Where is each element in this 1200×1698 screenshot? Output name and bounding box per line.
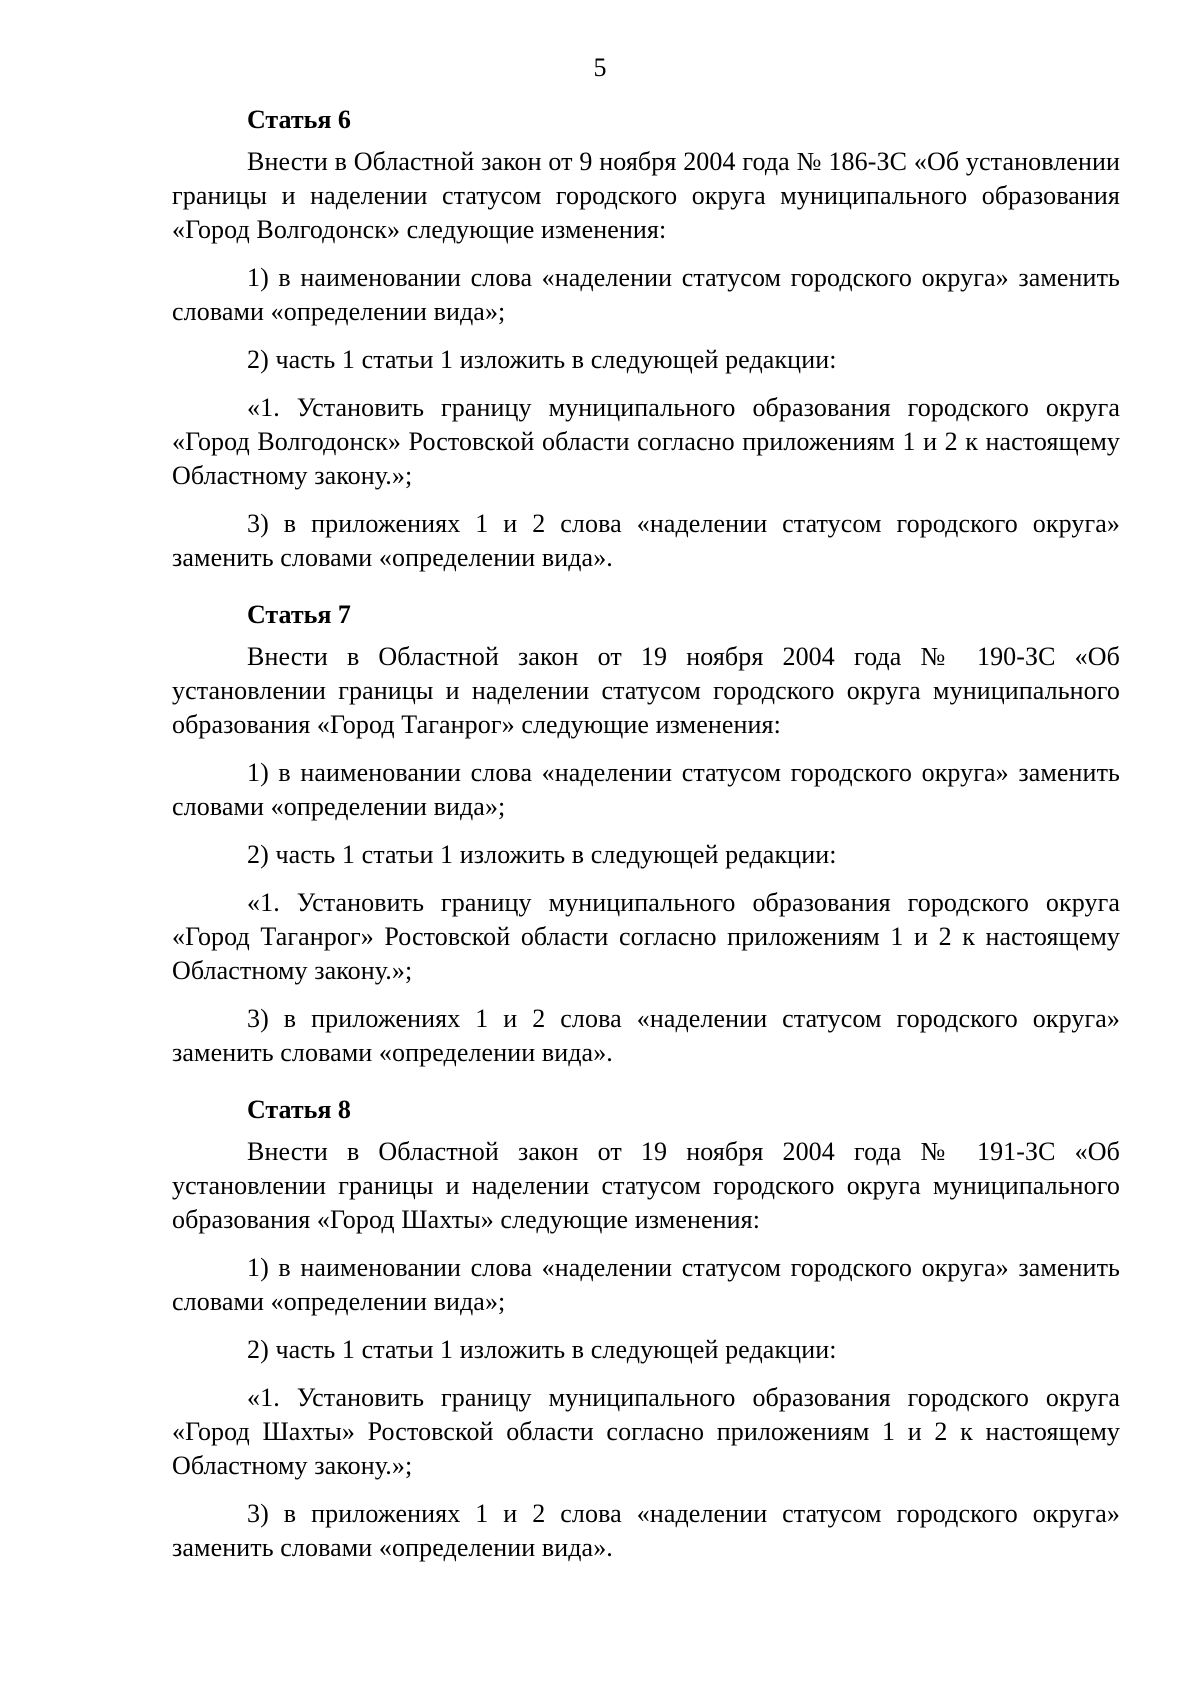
- document-body: [172, 104, 1120, 1565]
- article-intro-paragraph: Внести в Областной закон от 19 ноября 2004 года № 191-ЗС «Об установлении границы и наделении статусом городского округа муниципального образования «Город Шахты» следующие изменения:: [172, 1137, 1120, 1234]
- amendment-item-1: 1) в наименовании слова «наделении статусом городского округа» заменить словами «определении вида»;: [172, 263, 1120, 326]
- amendment-item-3: 3) в приложениях 1 и 2 слова «наделении статусом городского округа» заменить словами «определении вида».: [172, 1499, 1120, 1562]
- article-intro-paragraph: Внести в Областной закон от 19 ноября 2004 года № 190-ЗС «Об установлении границы и наделении статусом городского округа муниципального образования «Город Таганрог» следующие изменения:: [172, 642, 1120, 739]
- article-8: [172, 1094, 1120, 1565]
- article-heading: Статья 8: [247, 1095, 351, 1124]
- amendment-item-2: 2) часть 1 статьи 1 изложить в следующей редакции:: [247, 1335, 837, 1364]
- amendment-item-1: 1) в наименовании слова «наделении статусом городского округа» заменить словами «определении вида»;: [172, 758, 1120, 821]
- amendment-item-1: 1) в наименовании слова «наделении статусом городского округа» заменить словами «определении вида»;: [172, 1253, 1120, 1316]
- amendment-item-2: 2) часть 1 статьи 1 изложить в следующей редакции:: [247, 345, 837, 374]
- article-heading: Статья 6: [247, 105, 351, 134]
- amendment-quoted-text: «1. Установить границу муниципального образования городского округа «Город Шахты» Ростовской области согласно приложениям 1 и 2 к настоящему Областному закону.»;: [172, 1383, 1120, 1480]
- page-number: 5: [593, 53, 607, 82]
- article-7: [172, 599, 1120, 1070]
- amendment-item-3: 3) в приложениях 1 и 2 слова «наделении статусом городского округа» заменить словами «определении вида».: [172, 1004, 1120, 1067]
- article-intro-paragraph: Внести в Областной закон от 9 ноября 2004 года № 186-ЗС «Об установлении границы и наделении статусом городского округа муниципального образования «Город Волгодонск» следующие изменения:: [172, 147, 1120, 244]
- amendment-item-3: 3) в приложениях 1 и 2 слова «наделении статусом городского округа» заменить словами «определении вида».: [172, 509, 1120, 572]
- article-heading: Статья 7: [247, 600, 351, 629]
- article-6: [172, 104, 1120, 575]
- amendment-quoted-text: «1. Установить границу муниципального образования городского округа «Город Волгодонск» Ростовской области согласно приложениям 1 и 2 к настоящему Областному закону.»;: [172, 393, 1120, 490]
- amendment-item-2: 2) часть 1 статьи 1 изложить в следующей редакции:: [247, 840, 837, 869]
- amendment-quoted-text: «1. Установить границу муниципального образования городского округа «Город Таганрог» Ростовской области согласно приложениям 1 и 2 к настоящему Областному закону.»;: [172, 888, 1120, 985]
